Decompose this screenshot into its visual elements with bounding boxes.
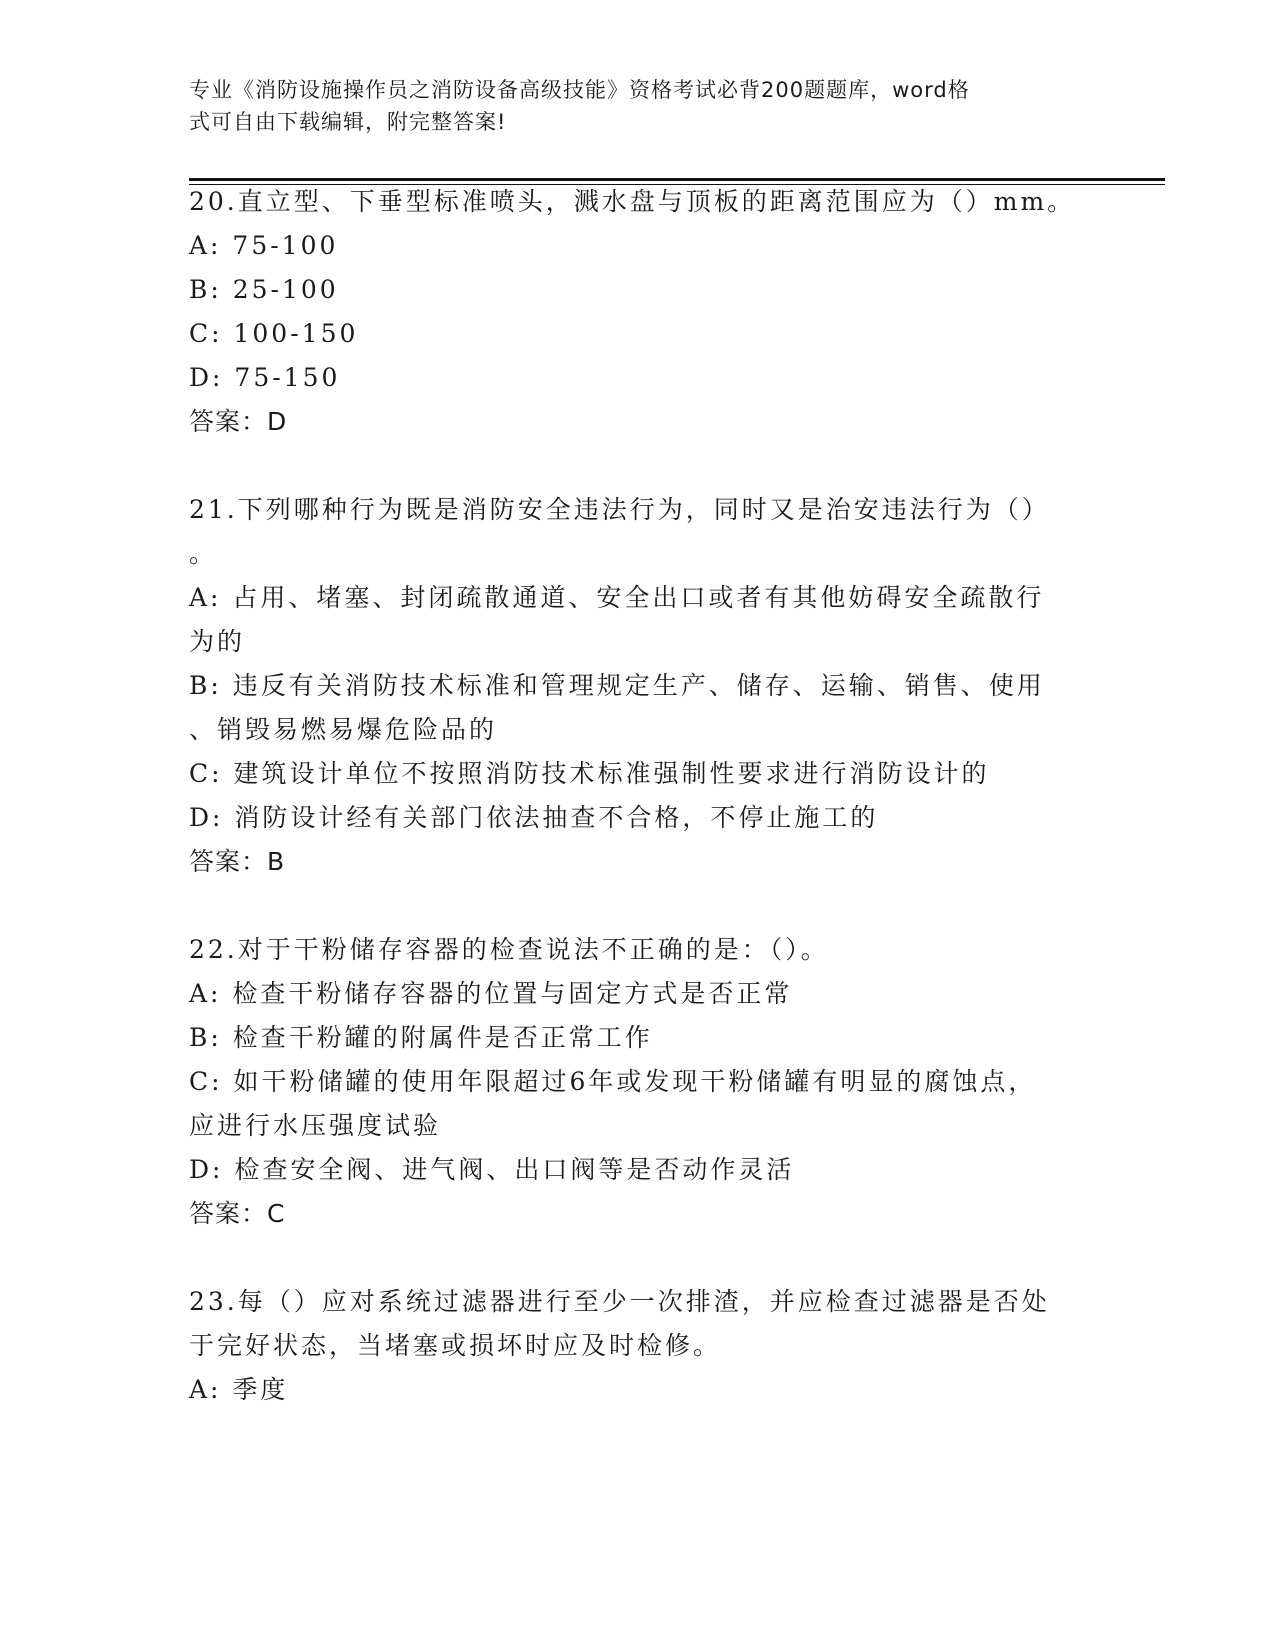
header-intro-line-2: 式可自由下载编辑，附完整答案!: [189, 110, 507, 134]
option-a: A: 季度: [189, 1375, 289, 1404]
header-intro-line-1: 专业《消防设施操作员之消防设备高级技能》资格考试必背200题题库，word格: [189, 78, 970, 102]
question-stem-continued: 于完好状态，当堵塞或损坏时应及时检修。: [189, 1331, 722, 1360]
option-c-continued: 应进行水压强度试验: [189, 1111, 442, 1140]
option-d: D: 检查安全阀、进气阀、出口阀等是否动作灵活: [189, 1155, 795, 1184]
option-a: A: 检查干粉储存容器的位置与固定方式是否正常: [189, 979, 793, 1008]
answer-label: 答案：D: [189, 407, 288, 436]
question-stem: 20.直立型、下垂型标准喷头，溅水盘与顶板的距离范围应为（）mm。: [189, 187, 1076, 216]
option-a: A: 75-100: [189, 231, 339, 260]
option-b: B: 违反有关消防技术标准和管理规定生产、储存、运输、销售、使用: [189, 671, 1045, 700]
answer-label: 答案：B: [189, 847, 286, 876]
option-c: C: 建筑设计单位不按照消防技术标准强制性要求进行消防设计的: [189, 759, 990, 788]
answer-label: 答案：C: [189, 1199, 286, 1228]
question-stem-continued: 。: [189, 539, 218, 568]
option-b: B: 25-100: [189, 275, 339, 304]
question-stem: 21.下列哪种行为既是消防安全违法行为，同时又是治安违法行为（）: [189, 495, 1050, 524]
option-c: C: 100-150: [189, 319, 359, 348]
option-b: B: 检查干粉罐的附属件是否正常工作: [189, 1023, 653, 1052]
option-a-continued: 为的: [189, 627, 246, 656]
question-stem: 23.每（）应对系统过滤器进行至少一次排渣，并应检查过滤器是否处: [189, 1287, 1050, 1316]
question-stem: 22.对于干粉储存容器的检查说法不正确的是：（）。: [189, 935, 829, 964]
document-header: [189, 74, 1069, 138]
option-d: D: 消防设计经有关部门依法抽查不合格，不停止施工的: [189, 803, 879, 832]
option-a: A: 占用、堵塞、封闭疏散通道、安全出口或者有其他妨碍安全疏散行: [189, 583, 1045, 612]
header-divider-thick: [189, 178, 1165, 181]
option-b-continued: 、销毁易燃易爆危险品的: [189, 715, 498, 744]
option-c: C: 如干粉储罐的使用年限超过6年或发现干粉储罐有明显的腐蚀点，: [189, 1067, 1037, 1096]
option-d: D: 75-150: [189, 363, 341, 392]
